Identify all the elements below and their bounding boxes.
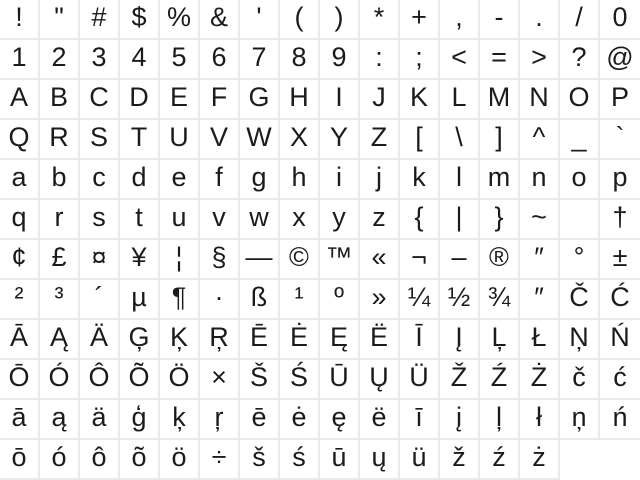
glyph-cell-r2-c12[interactable]: <: [440, 40, 480, 80]
glyph-cell-r6-c12[interactable]: |: [440, 200, 480, 240]
glyph-cell-r9-c16[interactable]: Ń: [600, 320, 640, 360]
glyph-cell-r1-c6[interactable]: &: [200, 0, 240, 40]
glyph-cell-r1-c7[interactable]: ': [240, 0, 280, 40]
empty-cell[interactable]: [560, 200, 600, 240]
glyph-cell-r9-c6[interactable]: Ŗ: [200, 320, 240, 360]
glyph-cell-r6-c7[interactable]: w: [240, 200, 280, 240]
glyph-cell-r8-c1[interactable]: ²: [0, 280, 40, 320]
glyph-cell-r12-c10[interactable]: ų: [360, 440, 400, 480]
glyph-cell-r3-c9[interactable]: I: [320, 80, 360, 120]
glyph-cell-r1-c4[interactable]: $: [120, 0, 160, 40]
glyph-cell-r10-c3[interactable]: Ô: [80, 360, 120, 400]
glyph-cell-r4-c4[interactable]: T: [120, 120, 160, 160]
glyph-cell-r5-c10[interactable]: j: [360, 160, 400, 200]
glyph-cell-r6-c4[interactable]: t: [120, 200, 160, 240]
glyph-cell-r7-c9[interactable]: ™: [320, 240, 360, 280]
glyph-cell-r4-c12[interactable]: \: [440, 120, 480, 160]
glyph-cell-r5-c15[interactable]: o: [560, 160, 600, 200]
glyph-cell-r3-c12[interactable]: L: [440, 80, 480, 120]
glyph-cell-r4-c1[interactable]: Q: [0, 120, 40, 160]
glyph-cell-r3-c4[interactable]: D: [120, 80, 160, 120]
glyph-cell-r3-c14[interactable]: N: [520, 80, 560, 120]
glyph-cell-r11-c14[interactable]: ł: [520, 400, 560, 440]
glyph-cell-r8-c9[interactable]: º: [320, 280, 360, 320]
glyph-cell-r8-c11[interactable]: ¼: [400, 280, 440, 320]
glyph-cell-r1-c5[interactable]: %: [160, 0, 200, 40]
glyph-cell-r2-c13[interactable]: =: [480, 40, 520, 80]
glyph-cell-r3-c15[interactable]: O: [560, 80, 600, 120]
glyph-cell-r9-c5[interactable]: Ķ: [160, 320, 200, 360]
glyph-cell-r10-c6[interactable]: ×: [200, 360, 240, 400]
glyph-cell-r6-c3[interactable]: s: [80, 200, 120, 240]
glyph-cell-r6-c5[interactable]: u: [160, 200, 200, 240]
glyph-cell-r5-c6[interactable]: f: [200, 160, 240, 200]
glyph-cell-r6-c13[interactable]: }: [480, 200, 520, 240]
glyph-cell-r2-c10[interactable]: :: [360, 40, 400, 80]
glyph-cell-r9-c13[interactable]: Ļ: [480, 320, 520, 360]
glyph-cell-r10-c10[interactable]: Ų: [360, 360, 400, 400]
glyph-cell-r8-c3[interactable]: ´: [80, 280, 120, 320]
glyph-cell-r2-c5[interactable]: 5: [160, 40, 200, 80]
glyph-cell-r12-c11[interactable]: ü: [400, 440, 440, 480]
glyph-cell-r11-c4[interactable]: ģ: [120, 400, 160, 440]
glyph-cell-r10-c1[interactable]: Ō: [0, 360, 40, 400]
glyph-cell-r8-c16[interactable]: Ć: [600, 280, 640, 320]
glyph-cell-r8-c7[interactable]: ß: [240, 280, 280, 320]
glyph-cell-r12-c8[interactable]: ś: [280, 440, 320, 480]
glyph-cell-r7-c14[interactable]: ″: [520, 240, 560, 280]
glyph-cell-r5-c4[interactable]: d: [120, 160, 160, 200]
glyph-cell-r10-c13[interactable]: Ź: [480, 360, 520, 400]
glyph-cell-r6-c6[interactable]: v: [200, 200, 240, 240]
glyph-cell-r7-c7[interactable]: —: [240, 240, 280, 280]
glyph-cell-r8-c12[interactable]: ½: [440, 280, 480, 320]
glyph-cell-r8-c4[interactable]: µ: [120, 280, 160, 320]
glyph-cell-r3-c13[interactable]: M: [480, 80, 520, 120]
glyph-cell-r4-c5[interactable]: U: [160, 120, 200, 160]
glyph-cell-r9-c10[interactable]: Ë: [360, 320, 400, 360]
glyph-cell-r1-c10[interactable]: *: [360, 0, 400, 40]
glyph-cell-r6-c16[interactable]: †: [600, 200, 640, 240]
glyph-cell-r3-c2[interactable]: B: [40, 80, 80, 120]
glyph-cell-r7-c10[interactable]: «: [360, 240, 400, 280]
glyph-cell-r11-c12[interactable]: į: [440, 400, 480, 440]
glyph-cell-r10-c9[interactable]: Ū: [320, 360, 360, 400]
glyph-cell-r4-c11[interactable]: [: [400, 120, 440, 160]
glyph-cell-r11-c15[interactable]: ņ: [560, 400, 600, 440]
glyph-cell-r7-c8[interactable]: ©: [280, 240, 320, 280]
glyph-cell-r2-c14[interactable]: >: [520, 40, 560, 80]
glyph-cell-r7-c5[interactable]: ¦: [160, 240, 200, 280]
glyph-cell-r7-c11[interactable]: ¬: [400, 240, 440, 280]
glyph-cell-r5-c16[interactable]: p: [600, 160, 640, 200]
glyph-cell-r1-c3[interactable]: #: [80, 0, 120, 40]
glyph-cell-r12-c5[interactable]: ö: [160, 440, 200, 480]
glyph-cell-r5-c12[interactable]: l: [440, 160, 480, 200]
glyph-cell-r11-c9[interactable]: ę: [320, 400, 360, 440]
glyph-cell-r6-c8[interactable]: x: [280, 200, 320, 240]
glyph-cell-r2-c2[interactable]: 2: [40, 40, 80, 80]
glyph-cell-r12-c9[interactable]: ū: [320, 440, 360, 480]
glyph-cell-r5-c5[interactable]: e: [160, 160, 200, 200]
glyph-cell-r12-c6[interactable]: ÷: [200, 440, 240, 480]
glyph-cell-r6-c2[interactable]: r: [40, 200, 80, 240]
glyph-cell-r5-c8[interactable]: h: [280, 160, 320, 200]
glyph-cell-r6-c14[interactable]: ~: [520, 200, 560, 240]
glyph-cell-r6-c9[interactable]: y: [320, 200, 360, 240]
glyph-cell-r11-c5[interactable]: ķ: [160, 400, 200, 440]
glyph-cell-r12-c2[interactable]: ó: [40, 440, 80, 480]
glyph-cell-r12-c14[interactable]: ż: [520, 440, 560, 480]
glyph-cell-r4-c15[interactable]: _: [560, 120, 600, 160]
glyph-cell-r1-c1[interactable]: !: [0, 0, 40, 40]
glyph-cell-r7-c15[interactable]: °: [560, 240, 600, 280]
glyph-cell-r4-c8[interactable]: X: [280, 120, 320, 160]
glyph-cell-r3-c3[interactable]: C: [80, 80, 120, 120]
glyph-cell-r12-c12[interactable]: ž: [440, 440, 480, 480]
glyph-cell-r8-c2[interactable]: ³: [40, 280, 80, 320]
glyph-cell-r1-c8[interactable]: (: [280, 0, 320, 40]
glyph-cell-r5-c14[interactable]: n: [520, 160, 560, 200]
glyph-cell-r4-c10[interactable]: Z: [360, 120, 400, 160]
glyph-cell-r12-c1[interactable]: ō: [0, 440, 40, 480]
glyph-cell-r6-c10[interactable]: z: [360, 200, 400, 240]
glyph-cell-r4-c2[interactable]: R: [40, 120, 80, 160]
glyph-cell-r7-c12[interactable]: –: [440, 240, 480, 280]
glyph-cell-r10-c11[interactable]: Ü: [400, 360, 440, 400]
glyph-cell-r1-c13[interactable]: -: [480, 0, 520, 40]
glyph-cell-r2-c11[interactable]: ;: [400, 40, 440, 80]
glyph-cell-r5-c2[interactable]: b: [40, 160, 80, 200]
glyph-cell-r8-c15[interactable]: Č: [560, 280, 600, 320]
glyph-cell-r5-c1[interactable]: a: [0, 160, 40, 200]
glyph-cell-r9-c11[interactable]: Ī: [400, 320, 440, 360]
glyph-cell-r1-c11[interactable]: +: [400, 0, 440, 40]
glyph-cell-r10-c5[interactable]: Ö: [160, 360, 200, 400]
glyph-cell-r4-c16[interactable]: `: [600, 120, 640, 160]
glyph-cell-r5-c7[interactable]: g: [240, 160, 280, 200]
glyph-cell-r5-c13[interactable]: m: [480, 160, 520, 200]
glyph-cell-r8-c10[interactable]: »: [360, 280, 400, 320]
glyph-cell-r12-c7[interactable]: š: [240, 440, 280, 480]
glyph-cell-r3-c7[interactable]: G: [240, 80, 280, 120]
glyph-cell-r12-c13[interactable]: ź: [480, 440, 520, 480]
glyph-cell-r10-c2[interactable]: Ó: [40, 360, 80, 400]
glyph-cell-r4-c14[interactable]: ^: [520, 120, 560, 160]
glyph-cell-r10-c4[interactable]: Õ: [120, 360, 160, 400]
glyph-cell-r10-c16[interactable]: ć: [600, 360, 640, 400]
blank-area: [560, 440, 640, 480]
glyph-cell-r11-c6[interactable]: ŗ: [200, 400, 240, 440]
glyph-cell-r11-c7[interactable]: ē: [240, 400, 280, 440]
glyph-cell-r1-c12[interactable]: ,: [440, 0, 480, 40]
glyph-cell-r1-c16[interactable]: 0: [600, 0, 640, 40]
glyph-cell-r11-c11[interactable]: ī: [400, 400, 440, 440]
glyph-cell-r8-c5[interactable]: ¶: [160, 280, 200, 320]
glyph-cell-r5-c11[interactable]: k: [400, 160, 440, 200]
glyph-cell-r8-c14[interactable]: ″: [520, 280, 560, 320]
glyph-cell-r12-c4[interactable]: õ: [120, 440, 160, 480]
glyph-cell-r7-c3[interactable]: ¤: [80, 240, 120, 280]
glyph-cell-r8-c13[interactable]: ¾: [480, 280, 520, 320]
glyph-cell-r4-c13[interactable]: ]: [480, 120, 520, 160]
glyph-cell-r9-c15[interactable]: Ņ: [560, 320, 600, 360]
glyph-cell-r1-c15[interactable]: /: [560, 0, 600, 40]
glyph-cell-r2-c3[interactable]: 3: [80, 40, 120, 80]
glyph-cell-r1-c9[interactable]: ): [320, 0, 360, 40]
glyph-cell-r11-c2[interactable]: ą: [40, 400, 80, 440]
glyph-cell-r7-c4[interactable]: ¥: [120, 240, 160, 280]
glyph-cell-r2-c6[interactable]: 6: [200, 40, 240, 80]
glyph-cell-r9-c4[interactable]: Ģ: [120, 320, 160, 360]
glyph-cell-r9-c12[interactable]: Į: [440, 320, 480, 360]
glyph-cell-r3-c1[interactable]: A: [0, 80, 40, 120]
glyph-cell-r6-c11[interactable]: {: [400, 200, 440, 240]
glyph-cell-r7-c16[interactable]: ±: [600, 240, 640, 280]
glyph-cell-r11-c13[interactable]: ļ: [480, 400, 520, 440]
glyph-cell-r4-c3[interactable]: S: [80, 120, 120, 160]
glyph-cell-r10-c15[interactable]: č: [560, 360, 600, 400]
glyph-cell-r2-c9[interactable]: 9: [320, 40, 360, 80]
glyph-cell-r12-c3[interactable]: ô: [80, 440, 120, 480]
glyph-cell-r9-c3[interactable]: Ä: [80, 320, 120, 360]
glyph-cell-r10-c12[interactable]: Ž: [440, 360, 480, 400]
glyph-cell-r10-c14[interactable]: Ż: [520, 360, 560, 400]
glyph-cell-r8-c6[interactable]: ·: [200, 280, 240, 320]
glyph-cell-r2-c1[interactable]: 1: [0, 40, 40, 80]
glyph-cell-r3-c10[interactable]: J: [360, 80, 400, 120]
glyph-cell-r3-c11[interactable]: K: [400, 80, 440, 120]
glyph-cell-r2-c4[interactable]: 4: [120, 40, 160, 80]
glyph-cell-r7-c1[interactable]: ¢: [0, 240, 40, 280]
glyph-cell-r4-c6[interactable]: V: [200, 120, 240, 160]
glyph-cell-r2-c15[interactable]: ?: [560, 40, 600, 80]
glyph-cell-r9-c9[interactable]: Ę: [320, 320, 360, 360]
glyph-cell-r11-c3[interactable]: ä: [80, 400, 120, 440]
glyph-cell-r4-c7[interactable]: W: [240, 120, 280, 160]
glyph-cell-r11-c8[interactable]: ė: [280, 400, 320, 440]
glyph-cell-r2-c8[interactable]: 8: [280, 40, 320, 80]
glyph-cell-r1-c2[interactable]: ": [40, 0, 80, 40]
glyph-cell-r10-c7[interactable]: Š: [240, 360, 280, 400]
glyph-cell-r8-c8[interactable]: ¹: [280, 280, 320, 320]
glyph-cell-r7-c6[interactable]: §: [200, 240, 240, 280]
glyph-cell-r9-c1[interactable]: Ā: [0, 320, 40, 360]
glyph-cell-r10-c8[interactable]: Ś: [280, 360, 320, 400]
glyph-cell-r11-c10[interactable]: ë: [360, 400, 400, 440]
glyph-cell-r7-c2[interactable]: £: [40, 240, 80, 280]
glyph-cell-r3-c8[interactable]: H: [280, 80, 320, 120]
glyph-cell-r3-c5[interactable]: E: [160, 80, 200, 120]
glyph-cell-r9-c14[interactable]: Ł: [520, 320, 560, 360]
glyph-cell-r11-c16[interactable]: ń: [600, 400, 640, 440]
glyph-cell-r9-c7[interactable]: Ē: [240, 320, 280, 360]
glyph-cell-r6-c1[interactable]: q: [0, 200, 40, 240]
glyph-cell-r9-c2[interactable]: Ą: [40, 320, 80, 360]
glyph-cell-r1-c14[interactable]: .: [520, 0, 560, 40]
glyph-cell-r7-c13[interactable]: ®: [480, 240, 520, 280]
glyph-cell-r2-c7[interactable]: 7: [240, 40, 280, 80]
glyph-cell-r5-c9[interactable]: i: [320, 160, 360, 200]
glyph-cell-r5-c3[interactable]: c: [80, 160, 120, 200]
glyph-cell-r9-c8[interactable]: Ė: [280, 320, 320, 360]
glyph-cell-r3-c16[interactable]: P: [600, 80, 640, 120]
glyph-cell-r2-c16[interactable]: @: [600, 40, 640, 80]
glyph-cell-r4-c9[interactable]: Y: [320, 120, 360, 160]
glyph-cell-r3-c6[interactable]: F: [200, 80, 240, 120]
glyph-cell-r11-c1[interactable]: ā: [0, 400, 40, 440]
